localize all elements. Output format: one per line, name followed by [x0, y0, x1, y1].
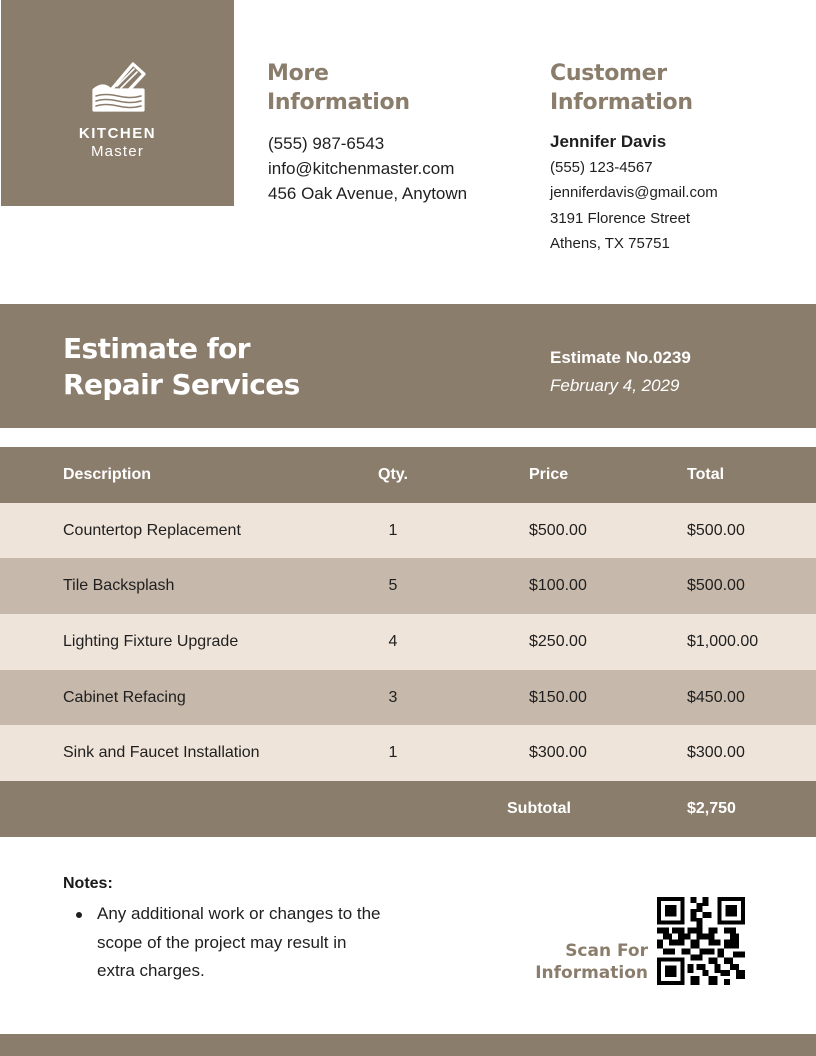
customer-info-heading: Customer Information	[550, 61, 693, 115]
item-description: Cabinet Refacing	[63, 688, 186, 706]
subtotal-label: Subtotal	[507, 799, 571, 817]
brand-name-primary: KITCHEN	[78, 125, 157, 142]
customer-phone: (555) 123-4567	[550, 158, 653, 176]
estimate-title-band	[0, 304, 816, 428]
notes-title: Notes:	[63, 875, 113, 892]
item-qty: 1	[388, 744, 398, 762]
table-row	[0, 725, 816, 781]
item-qty: 3	[388, 688, 398, 706]
item-description: Lighting Fixture Upgrade	[63, 632, 239, 650]
item-price: $300.00	[529, 744, 587, 762]
table-row	[0, 558, 816, 614]
item-description: Countertop Replacement	[63, 521, 241, 539]
subtotal-value: $2,750	[687, 799, 736, 817]
brand-logo-block	[1, 0, 234, 206]
page-title: Estimate for Repair Services	[63, 332, 300, 401]
brand-name-secondary: Master	[90, 143, 145, 160]
customer-street: 3191 Florence Street	[550, 209, 691, 227]
customer-city: Athens, TX 75751	[550, 235, 670, 252]
item-description: Tile Backsplash	[63, 577, 175, 595]
header-price: Price	[529, 465, 569, 483]
estimate-number: Estimate No.0239	[550, 348, 691, 367]
item-total: $1,000.00	[687, 632, 759, 650]
subtotal-row	[0, 781, 816, 837]
item-price: $250.00	[529, 632, 587, 650]
footer-band	[0, 1034, 816, 1056]
header-qty: Qty.	[378, 465, 408, 483]
customer-name: Jennifer Davis	[550, 132, 667, 151]
table-header-row	[0, 447, 816, 503]
item-qty: 5	[388, 577, 398, 595]
bullet-icon	[76, 912, 82, 918]
item-total: $450.00	[687, 688, 745, 706]
customer-email: jenniferdavis@gmail.com	[550, 184, 718, 201]
table-row	[0, 614, 816, 670]
customer-contact	[550, 129, 718, 257]
header-total: Total	[687, 465, 725, 483]
item-qty: 1	[388, 521, 398, 539]
item-price: $100.00	[529, 577, 587, 595]
header-description: Description	[63, 465, 152, 483]
item-total: $500.00	[687, 577, 745, 595]
countertop-icon	[89, 60, 147, 114]
estimate-table	[0, 447, 816, 837]
qr-code-icon[interactable]	[657, 897, 745, 985]
item-total: $500.00	[687, 521, 745, 539]
item-total: $300.00	[687, 744, 745, 762]
scan-label: Scan For Information	[535, 941, 648, 983]
company-phone: (555) 987-6543	[268, 134, 385, 153]
estimate-date: February 4, 2029	[550, 376, 680, 395]
more-info-heading: More Information	[267, 61, 410, 115]
company-email: info@kitchenmaster.com	[268, 159, 455, 178]
table-row	[0, 503, 816, 559]
item-qty: 4	[388, 632, 398, 650]
table-row	[0, 670, 816, 726]
company-address: 456 Oak Avenue, Anytown	[268, 184, 468, 203]
notes-item: Any additional work or changes to the scope of the project may result in extra charges.	[97, 904, 381, 980]
item-price: $150.00	[529, 688, 587, 706]
item-price: $500.00	[529, 521, 587, 539]
company-contact	[268, 131, 467, 206]
item-description: Sink and Faucet Installation	[63, 744, 260, 762]
